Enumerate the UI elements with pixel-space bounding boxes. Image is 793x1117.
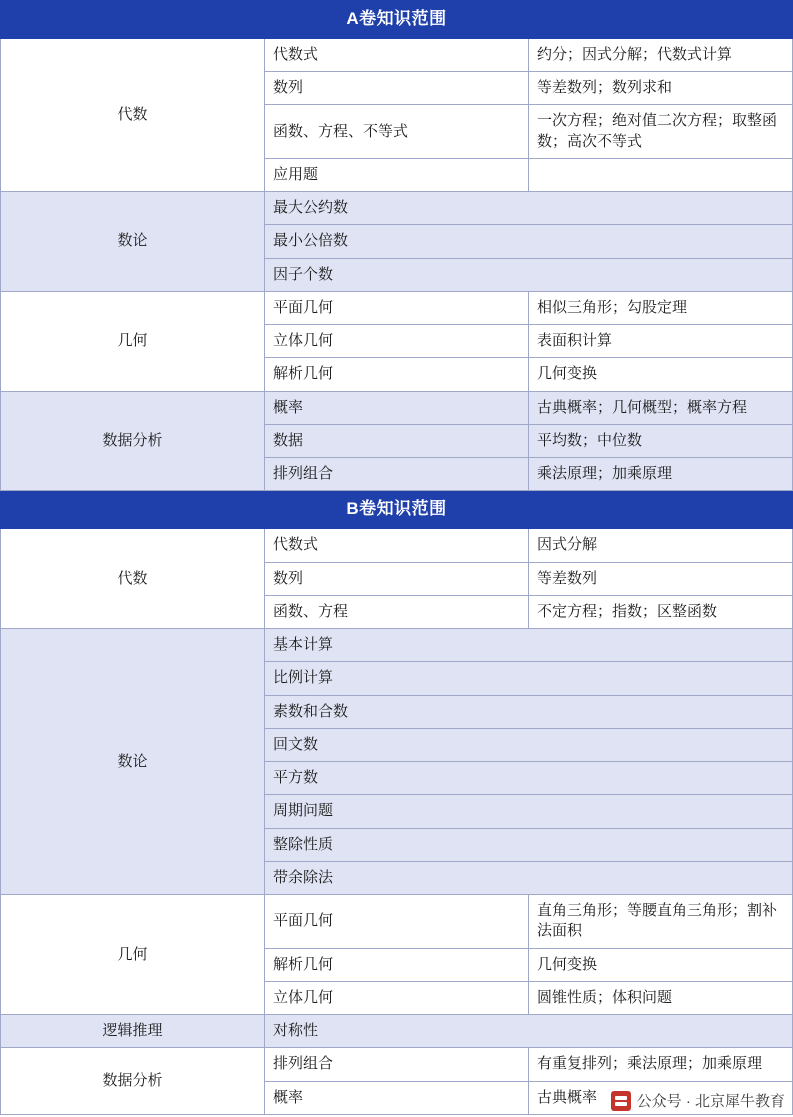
detail-cell: 圆锥性质；体积问题	[529, 981, 793, 1014]
detail-cell	[529, 158, 793, 191]
detail-cell: 相似三角形；勾股定理	[529, 291, 793, 324]
detail-cell: 直角三角形；等腰直角三角形；割补法面积	[529, 895, 793, 949]
topic-cell: 数据	[265, 424, 529, 457]
detail-cell: 古典概率；几何概型；概率方程	[529, 391, 793, 424]
topic-cell: 解析几何	[265, 948, 529, 981]
topic-cell: 平方数	[265, 762, 793, 795]
category-cell: 几何	[1, 291, 265, 391]
detail-cell: 几何变换	[529, 948, 793, 981]
detail-cell: 表面积计算	[529, 325, 793, 358]
category-cell: 几何	[1, 895, 265, 1015]
detail-cell: 等差数列；数列求和	[529, 72, 793, 105]
topic-cell: 代数式	[265, 529, 529, 562]
topic-cell: 最大公约数	[265, 192, 793, 225]
table-row	[1, 1048, 793, 1081]
detail-cell: 几何变换	[529, 358, 793, 391]
topic-cell: 排列组合	[265, 1048, 529, 1081]
topic-cell: 对称性	[265, 1015, 793, 1048]
topic-cell: 因子个数	[265, 258, 793, 291]
detail-cell: 有重复排列；乘法原理；加乘原理	[529, 1048, 793, 1081]
section-header-row	[1, 1, 793, 39]
topic-cell: 立体几何	[265, 981, 529, 1014]
topic-cell: 函数、方程	[265, 595, 529, 628]
category-cell: 逻辑推理	[1, 1015, 265, 1048]
topic-cell: 周期问题	[265, 795, 793, 828]
table-row	[1, 529, 793, 562]
topic-cell: 平面几何	[265, 291, 529, 324]
detail-cell: 因式分解	[529, 529, 793, 562]
topic-cell: 带余除法	[265, 861, 793, 894]
category-cell: 数论	[1, 192, 265, 292]
topic-cell: 平面几何	[265, 895, 529, 949]
category-cell: 数论	[1, 629, 265, 895]
table-row	[1, 291, 793, 324]
topic-cell: 基本计算	[265, 629, 793, 662]
topic-cell: 整除性质	[265, 828, 793, 861]
table-row	[1, 895, 793, 949]
topic-cell: 数列	[265, 72, 529, 105]
table-row	[1, 629, 793, 662]
detail-cell: 等差数列	[529, 562, 793, 595]
topic-cell: 概率	[265, 1081, 529, 1114]
section-header-title: A卷知识范围	[1, 1, 793, 39]
category-cell: 代数	[1, 38, 265, 191]
topic-cell: 函数、方程、不等式	[265, 105, 529, 159]
topic-cell: 最小公倍数	[265, 225, 793, 258]
topic-cell: 素数和合数	[265, 695, 793, 728]
section-header-row	[1, 491, 793, 529]
table-row	[1, 1015, 793, 1048]
topic-cell: 回文数	[265, 728, 793, 761]
table-row	[1, 391, 793, 424]
category-cell: 数据分析	[1, 391, 265, 491]
watermark-text: 公众号 · 北京犀牛教育	[636, 1093, 785, 1110]
topic-cell: 应用题	[265, 158, 529, 191]
topic-cell: 比例计算	[265, 662, 793, 695]
category-cell: 代数	[1, 529, 265, 629]
topic-cell: 立体几何	[265, 325, 529, 358]
detail-cell: 平均数；中位数	[529, 424, 793, 457]
detail-cell: 不定方程；指数；区整函数	[529, 595, 793, 628]
category-cell: 数据分析	[1, 1048, 265, 1115]
section-header-title: B卷知识范围	[1, 491, 793, 529]
topic-cell: 概率	[265, 391, 529, 424]
detail-cell: 乘法原理；加乘原理	[529, 458, 793, 491]
topic-cell: 排列组合	[265, 458, 529, 491]
topic-cell: 代数式	[265, 38, 529, 71]
topic-cell: 数列	[265, 562, 529, 595]
table-row	[1, 38, 793, 71]
table-row	[1, 192, 793, 225]
topic-cell: 解析几何	[265, 358, 529, 391]
detail-cell: 古典概率	[529, 1081, 793, 1114]
detail-cell: 约分；因式分解；代数式计算	[529, 38, 793, 71]
detail-cell: 一次方程；绝对值二次方程；取整函数；高次不等式	[529, 105, 793, 159]
